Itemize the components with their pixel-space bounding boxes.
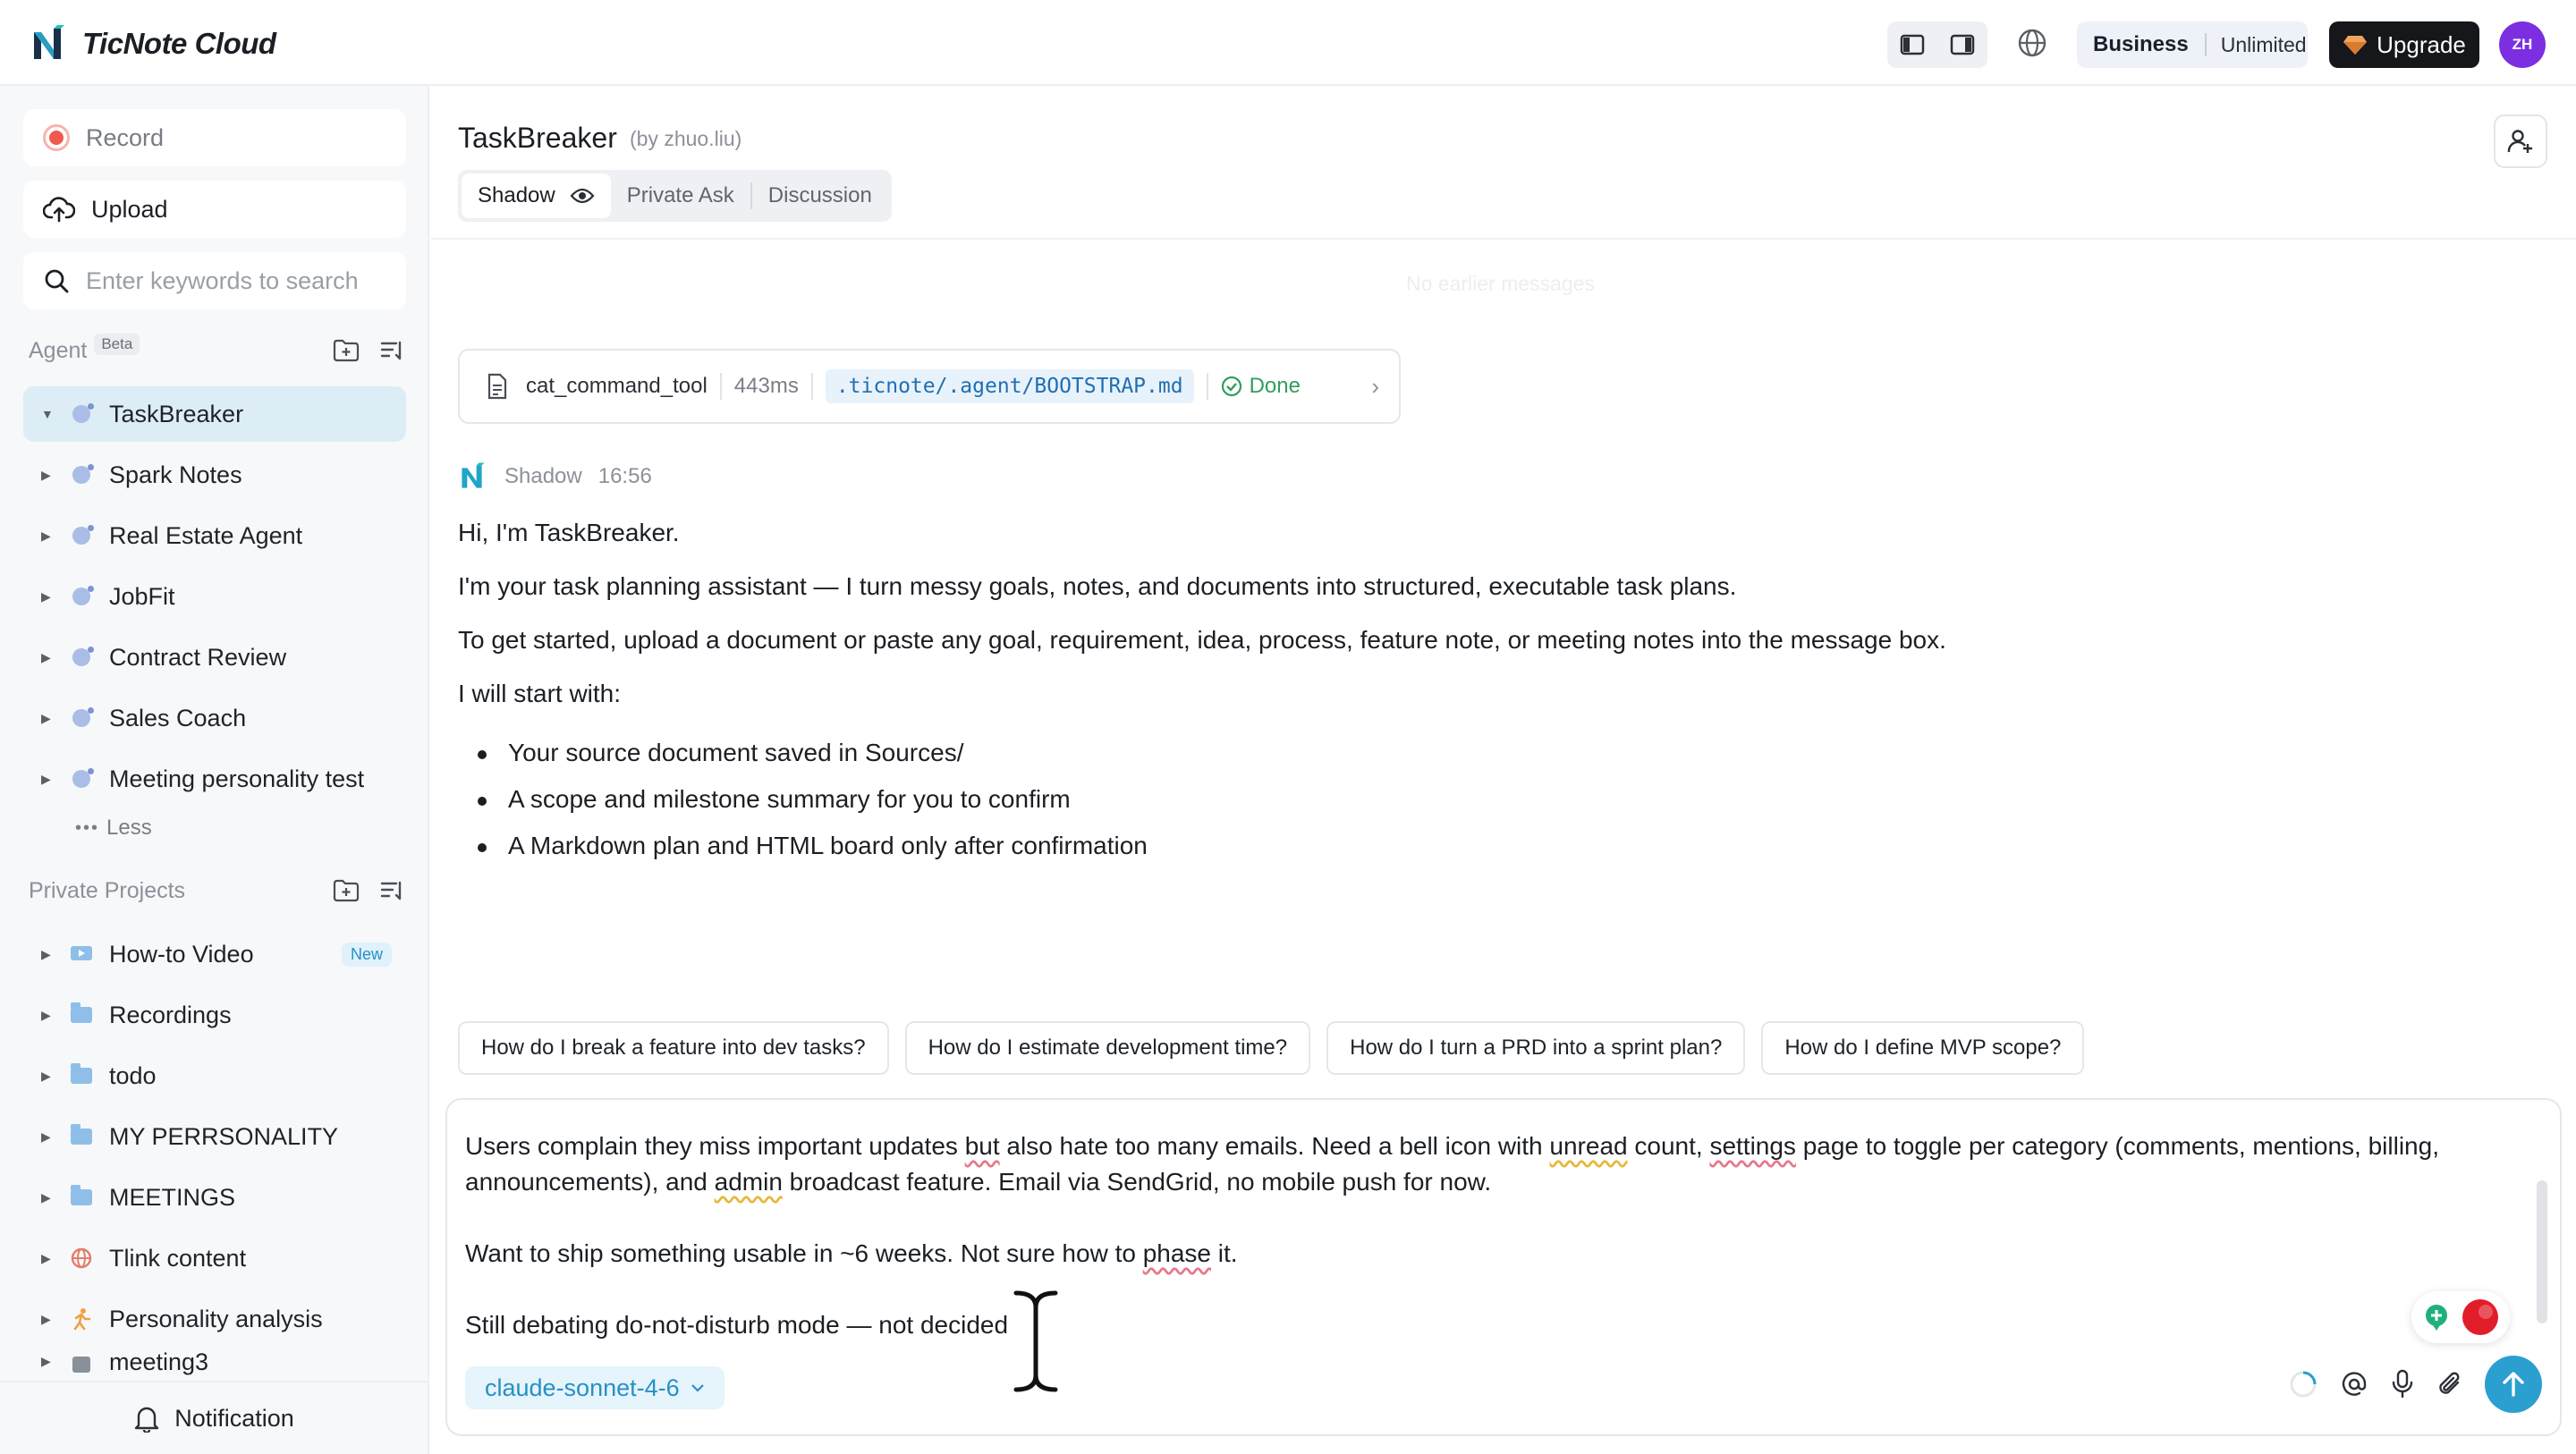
agent-icon bbox=[72, 770, 90, 788]
plan-badge[interactable] bbox=[2077, 21, 2308, 68]
text-cursor-icon bbox=[1007, 1288, 1064, 1395]
caret-right-icon[interactable]: ▶ bbox=[41, 1129, 51, 1144]
tool-status bbox=[1221, 374, 1301, 399]
caret-right-icon[interactable]: ▶ bbox=[41, 710, 51, 725]
composer-paragraph bbox=[465, 1129, 2496, 1200]
tab-discussion[interactable] bbox=[750, 182, 888, 209]
sidebar bbox=[0, 86, 429, 1454]
sort-list-icon[interactable] bbox=[379, 338, 404, 363]
projects-section-title: Private Projects bbox=[29, 877, 186, 903]
suggestion-chips bbox=[458, 1021, 2084, 1075]
composer-tools bbox=[2288, 1356, 2542, 1413]
faded-message: No earlier messages bbox=[1406, 272, 1595, 295]
status-label: Done bbox=[1249, 374, 1301, 398]
caret-right-icon[interactable]: ▶ bbox=[41, 1250, 51, 1265]
suggestion-chip[interactable]: How do I turn a PRD into a sprint plan? bbox=[1326, 1021, 1745, 1075]
calendar-icon bbox=[71, 1353, 92, 1374]
upload-label: Upload bbox=[91, 195, 168, 223]
loading-spinner-icon bbox=[2288, 1369, 2318, 1399]
agent-item-contract-review[interactable] bbox=[23, 630, 406, 685]
spellcheck-word: unread bbox=[1549, 1132, 1628, 1160]
agent-label: Spark Notes bbox=[109, 461, 242, 488]
add-member-button[interactable] bbox=[2494, 114, 2547, 168]
tab-shadow[interactable] bbox=[462, 173, 611, 218]
project-label: MEETINGS bbox=[109, 1183, 236, 1211]
spellcheck-word: settings bbox=[1709, 1132, 1796, 1160]
header-divider bbox=[431, 238, 2576, 240]
mention-icon[interactable] bbox=[2340, 1370, 2368, 1399]
caret-right-icon[interactable]: ▶ bbox=[41, 588, 51, 604]
spellcheck-word: phase bbox=[1142, 1239, 1211, 1267]
caret-right-icon[interactable]: ▶ bbox=[41, 771, 51, 786]
add-user-icon bbox=[2507, 128, 2534, 155]
agent-label: TaskBreaker bbox=[109, 400, 244, 427]
tool-path: .ticnote/.agent/BOOTSTRAP.md bbox=[826, 369, 1194, 403]
show-less-toggle[interactable] bbox=[75, 816, 152, 841]
list-item: A scope and milestone summary for you to confirm bbox=[458, 783, 2515, 830]
message-paragraph: Hi, I'm TaskBreaker. bbox=[458, 519, 680, 546]
upgrade-button[interactable] bbox=[2329, 21, 2479, 68]
top-bar bbox=[0, 0, 2576, 86]
sidebar-right-icon[interactable] bbox=[1945, 27, 1980, 63]
globe-icon bbox=[71, 1247, 92, 1269]
record-button[interactable] bbox=[23, 109, 406, 166]
red-record-icon bbox=[2461, 1298, 2500, 1337]
search-placeholder: Enter keywords to search bbox=[86, 266, 359, 294]
agent-item-taskbreaker[interactable] bbox=[23, 386, 406, 442]
project-item-tlink-content[interactable] bbox=[23, 1230, 406, 1286]
brand[interactable] bbox=[29, 23, 276, 64]
project-item-meeting3[interactable] bbox=[23, 1352, 406, 1381]
upgrade-label: Upgrade bbox=[2377, 30, 2466, 58]
upload-button[interactable] bbox=[23, 181, 406, 238]
agent-item-spark-notes[interactable] bbox=[23, 447, 406, 503]
caret-right-icon[interactable]: ▶ bbox=[41, 946, 51, 961]
ticnote-logo-icon bbox=[458, 461, 488, 492]
less-label: Less bbox=[106, 816, 152, 840]
agent-icon bbox=[72, 466, 90, 484]
chat-owner: (by zhuo.liu) bbox=[630, 127, 742, 150]
diamond-icon bbox=[2343, 34, 2368, 55]
tool-name: cat_command_tool bbox=[526, 374, 708, 398]
tab-label: Private Ask bbox=[626, 183, 734, 207]
search-icon bbox=[43, 267, 70, 294]
running-person-icon bbox=[71, 1307, 92, 1331]
project-label: How-to Video bbox=[109, 940, 254, 968]
folder-icon bbox=[71, 1189, 92, 1205]
text-run: page to toggle per category (comments, mentions, billing, announcements), and bbox=[465, 1132, 2439, 1196]
grammar-plus-icon bbox=[2421, 1302, 2452, 1332]
project-label: Recordings bbox=[109, 1001, 232, 1028]
caret-right-icon[interactable]: ▶ bbox=[41, 1189, 51, 1205]
folder-icon bbox=[71, 1129, 92, 1145]
text-run: also hate too many emails. Need a bell icon with bbox=[999, 1132, 1550, 1160]
project-item-recordings[interactable] bbox=[23, 987, 406, 1043]
project-label: Personality analysis bbox=[109, 1305, 323, 1332]
message-composer[interactable] bbox=[445, 1098, 2562, 1436]
new-folder-icon[interactable] bbox=[333, 878, 360, 903]
agent-label: Real Estate Agent bbox=[109, 521, 303, 549]
more-dots-icon: ••• bbox=[75, 817, 100, 838]
user-avatar[interactable]: ZH bbox=[2499, 21, 2546, 68]
text-run: broadcast feature. Email via SendGrid, no mobile push for now. bbox=[782, 1168, 1492, 1196]
agent-item-sales-coach[interactable] bbox=[23, 690, 406, 746]
search-input[interactable] bbox=[23, 252, 406, 309]
folder-icon bbox=[71, 1068, 92, 1084]
tab-private-ask[interactable] bbox=[611, 173, 750, 218]
spellcheck-word: admin bbox=[714, 1168, 783, 1196]
tool-duration: 443ms bbox=[733, 374, 799, 398]
project-label: Tlink content bbox=[109, 1244, 247, 1272]
grammar-assistant-badge[interactable] bbox=[2411, 1291, 2510, 1343]
caret-down-icon[interactable]: ▼ bbox=[41, 407, 54, 421]
message-paragraph: I will start with: bbox=[458, 680, 622, 707]
agent-icon bbox=[72, 527, 90, 545]
notification-label: Notification bbox=[174, 1404, 294, 1432]
project-item-my-perrsonality[interactable] bbox=[23, 1109, 406, 1164]
spellcheck-word: but bbox=[964, 1132, 1000, 1160]
microphone-icon[interactable] bbox=[2390, 1369, 2415, 1399]
text-run: count, bbox=[1627, 1132, 1710, 1160]
agent-icon bbox=[72, 405, 90, 423]
beta-badge: Beta bbox=[94, 334, 140, 355]
agent-item-real-estate-agent[interactable] bbox=[23, 508, 406, 563]
model-label: claude-sonnet-4-6 bbox=[485, 1374, 680, 1401]
chevron-right-icon[interactable]: › bbox=[1371, 372, 1379, 400]
caret-right-icon[interactable]: ▶ bbox=[41, 649, 51, 664]
chat-title: TaskBreaker bbox=[458, 122, 617, 154]
record-icon bbox=[43, 124, 70, 151]
agent-section-title: Agent bbox=[29, 337, 88, 363]
message-input[interactable] bbox=[465, 1129, 2496, 1379]
send-button[interactable] bbox=[2485, 1356, 2542, 1413]
text-run: it. bbox=[1211, 1239, 1238, 1267]
document-icon bbox=[487, 373, 508, 400]
tab-label: Discussion bbox=[767, 183, 872, 207]
agent-label: Contract Review bbox=[109, 643, 287, 671]
project-label: todo bbox=[109, 1061, 157, 1089]
attachment-icon[interactable] bbox=[2436, 1370, 2463, 1399]
agent-label: Meeting personality test bbox=[109, 765, 365, 792]
chat-panel bbox=[431, 86, 2576, 1454]
record-label: Record bbox=[86, 123, 165, 151]
message-time: 16:56 bbox=[597, 464, 652, 488]
bell-icon bbox=[133, 1404, 160, 1433]
model-selector[interactable] bbox=[465, 1366, 724, 1409]
agent-icon bbox=[72, 648, 90, 666]
caret-right-icon[interactable]: ▶ bbox=[41, 1007, 51, 1022]
arrow-up-icon bbox=[2501, 1370, 2526, 1399]
projects-section-header bbox=[29, 873, 404, 909]
new-badge: New bbox=[342, 943, 392, 967]
message-sender: Shadow bbox=[504, 464, 582, 488]
message-paragraph: To get started, upload a document or paste any goal, requirement, idea, process, feature note, or meeting notes into the message box. bbox=[458, 626, 1946, 654]
project-label: meeting3 bbox=[109, 1352, 209, 1375]
cloud-upload-icon bbox=[43, 196, 75, 223]
project-item-meetings[interactable] bbox=[23, 1170, 406, 1225]
message-bullets bbox=[458, 737, 2515, 876]
caret-right-icon[interactable]: ▶ bbox=[41, 1311, 51, 1326]
agent-item-jobfit[interactable] bbox=[23, 569, 406, 624]
list-item: Your source document saved in Sources/ bbox=[458, 737, 2515, 783]
brand-name: TicNote Cloud bbox=[82, 27, 276, 60]
list-item: A Markdown plan and HTML board only after confirmation bbox=[458, 830, 2515, 876]
project-item-personality-analysis[interactable] bbox=[23, 1291, 406, 1347]
agent-label: JobFit bbox=[109, 582, 175, 610]
project-item-todo[interactable] bbox=[23, 1048, 406, 1103]
plan-quota: Unlimited bbox=[2220, 32, 2307, 56]
eye-icon[interactable] bbox=[570, 187, 595, 205]
layout-toggle[interactable] bbox=[1887, 21, 1987, 68]
sidebar-left-icon[interactable] bbox=[1894, 27, 1930, 63]
mode-tabs bbox=[458, 170, 892, 222]
globe-icon[interactable] bbox=[2014, 25, 2050, 61]
text-run: Want to ship something usable in ~6 weeks. Not sure how to bbox=[465, 1239, 1143, 1267]
agent-icon bbox=[72, 709, 90, 727]
sort-list-icon[interactable] bbox=[379, 878, 404, 903]
agent-item-meeting-personality-test[interactable] bbox=[23, 751, 406, 807]
notification-button[interactable] bbox=[0, 1381, 428, 1454]
caret-right-icon[interactable]: ▶ bbox=[41, 467, 51, 482]
agent-icon bbox=[72, 588, 90, 605]
video-folder-icon bbox=[70, 944, 93, 964]
folder-icon bbox=[71, 1007, 92, 1023]
chevron-down-icon bbox=[691, 1383, 705, 1392]
new-folder-icon[interactable] bbox=[333, 338, 360, 363]
message-meta bbox=[458, 461, 652, 492]
caret-right-icon[interactable]: ▶ bbox=[41, 1068, 51, 1083]
suggestion-chip[interactable]: How do I estimate development time? bbox=[905, 1021, 1311, 1075]
message-paragraph: I'm your task planning assistant — I turn messy goals, notes, and documents into structured, executable task plans. bbox=[458, 572, 1737, 600]
check-circle-icon bbox=[1221, 376, 1242, 397]
project-item-how-to-video[interactable] bbox=[23, 926, 406, 982]
caret-right-icon[interactable]: ▶ bbox=[41, 1354, 51, 1368]
caret-right-icon[interactable]: ▶ bbox=[41, 528, 51, 543]
plan-name: Business bbox=[2077, 33, 2207, 56]
ticnote-logo-icon bbox=[29, 23, 70, 64]
agent-section-header bbox=[29, 333, 404, 368]
tab-label: Shadow bbox=[478, 183, 555, 207]
composer-paragraph: Still debating do-not-disturb mode — not decided bbox=[465, 1311, 1009, 1339]
tool-call-card[interactable] bbox=[458, 349, 1401, 424]
suggestion-chip[interactable]: How do I define MVP scope? bbox=[1761, 1021, 2084, 1075]
suggestion-chip[interactable]: How do I break a feature into dev tasks? bbox=[458, 1021, 889, 1075]
agent-label: Sales Coach bbox=[109, 704, 247, 731]
project-label: MY PERRSONALITY bbox=[109, 1122, 339, 1150]
message-body bbox=[458, 517, 2515, 876]
composer-paragraph bbox=[465, 1236, 2496, 1272]
text-run: Users complain they miss important updates bbox=[465, 1132, 965, 1160]
composer-scrollbar[interactable] bbox=[2537, 1180, 2547, 1323]
